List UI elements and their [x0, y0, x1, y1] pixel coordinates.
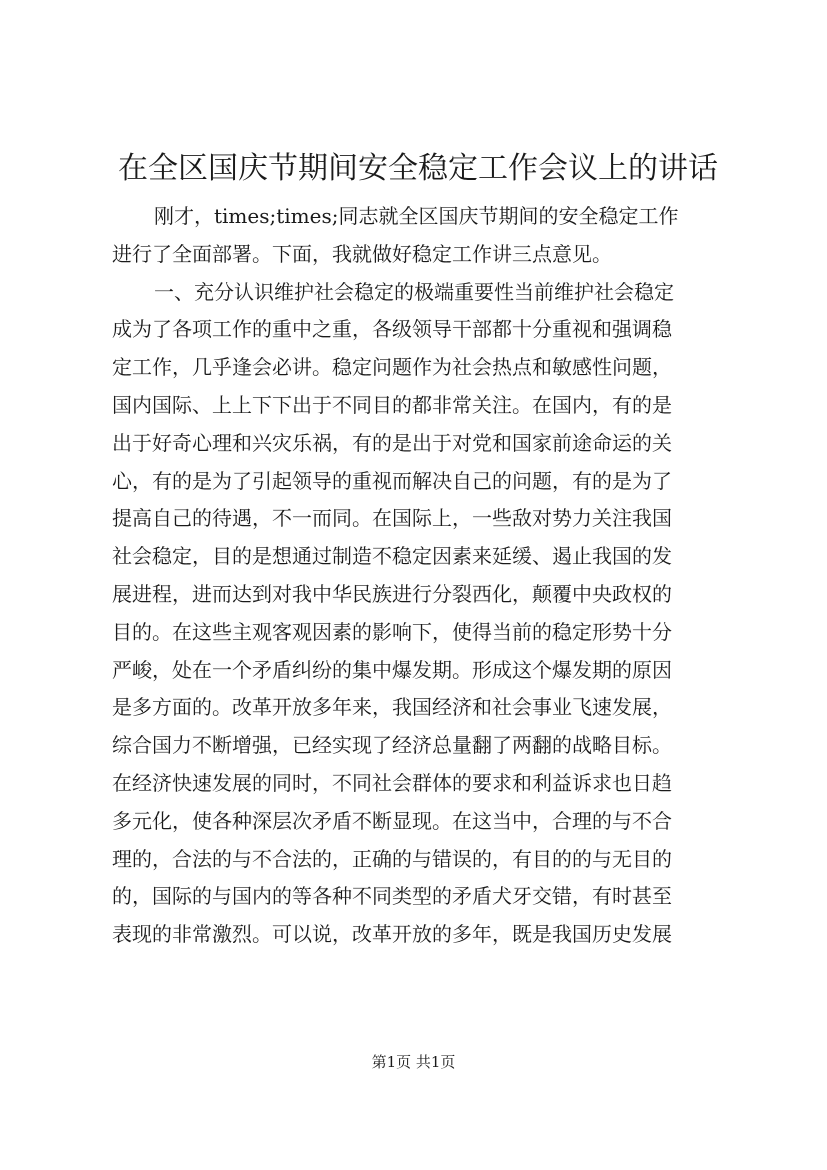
- document-title: 在全区国庆节期间安全稳定工作会议上的讲话: [118, 151, 718, 186]
- text-line: 刚才，times;times;同志就全区国庆节期间的安全稳定工作: [154, 204, 679, 228]
- document-body: [112, 198, 734, 954]
- text-line: 提高自己的待遇，不一而同。在国际上，一些敌对势力关注我国: [112, 506, 672, 531]
- text-line: 理的，合法的与不合法的，正确的与错误的，有目的的与无目的: [112, 846, 672, 871]
- text-line: 进行了全面部署。下面，我就做好稳定工作讲三点意见。: [112, 241, 612, 266]
- page-footer: 第1页 共1页: [371, 1053, 456, 1071]
- text-line: 多元化，使各种深层次矛盾不断显现。在这当中，合理的与不合: [112, 808, 672, 833]
- text-line: 在经济快速发展的同时，不同社会群体的要求和利益诉求也日趋: [112, 770, 672, 795]
- text-line: 成为了各项工作的重中之重，各级领导干部都十分重视和强调稳: [112, 317, 672, 342]
- text-line: 社会稳定，目的是想通过制造不稳定因素来延缓、遏止我国的发: [112, 544, 672, 569]
- text-line: 展进程，进而达到对我中华民族进行分裂西化，颠覆中央政权的: [112, 581, 672, 606]
- text-line: 目的。在这些主观客观因素的影响下，使得当前的稳定形势十分: [112, 619, 672, 644]
- text-line: 出于好奇心理和兴灾乐祸，有的是出于对党和国家前途命运的关: [112, 430, 672, 455]
- text-line: 心，有的是为了引起领导的重视而解决自己的问题，有的是为了: [112, 468, 672, 493]
- text-line: 的，国际的与国内的等各种不同类型的矛盾犬牙交错，有时甚至: [112, 884, 672, 909]
- text-line: 定工作，几乎逢会必讲。稳定问题作为社会热点和敏感性问题，: [112, 355, 672, 380]
- text-line: 国内国际、上上下下出于不同目的都非常关注。在国内，有的是: [112, 392, 672, 417]
- text-line: 是多方面的。改革开放多年来，我国经济和社会事业飞速发展，: [112, 695, 672, 720]
- text-line: 一、充分认识维护社会稳定的极端重要性当前维护社会稳定: [154, 279, 674, 304]
- text-line: 严峻，处在一个矛盾纠纷的集中爆发期。形成这个爆发期的原因: [112, 657, 672, 682]
- text-line: 综合国力不断增强，已经实现了经济总量翻了两翻的战略目标。: [112, 733, 672, 758]
- text-line: 表现的非常激烈。可以说，改革开放的多年，既是我国历史发展: [112, 922, 672, 947]
